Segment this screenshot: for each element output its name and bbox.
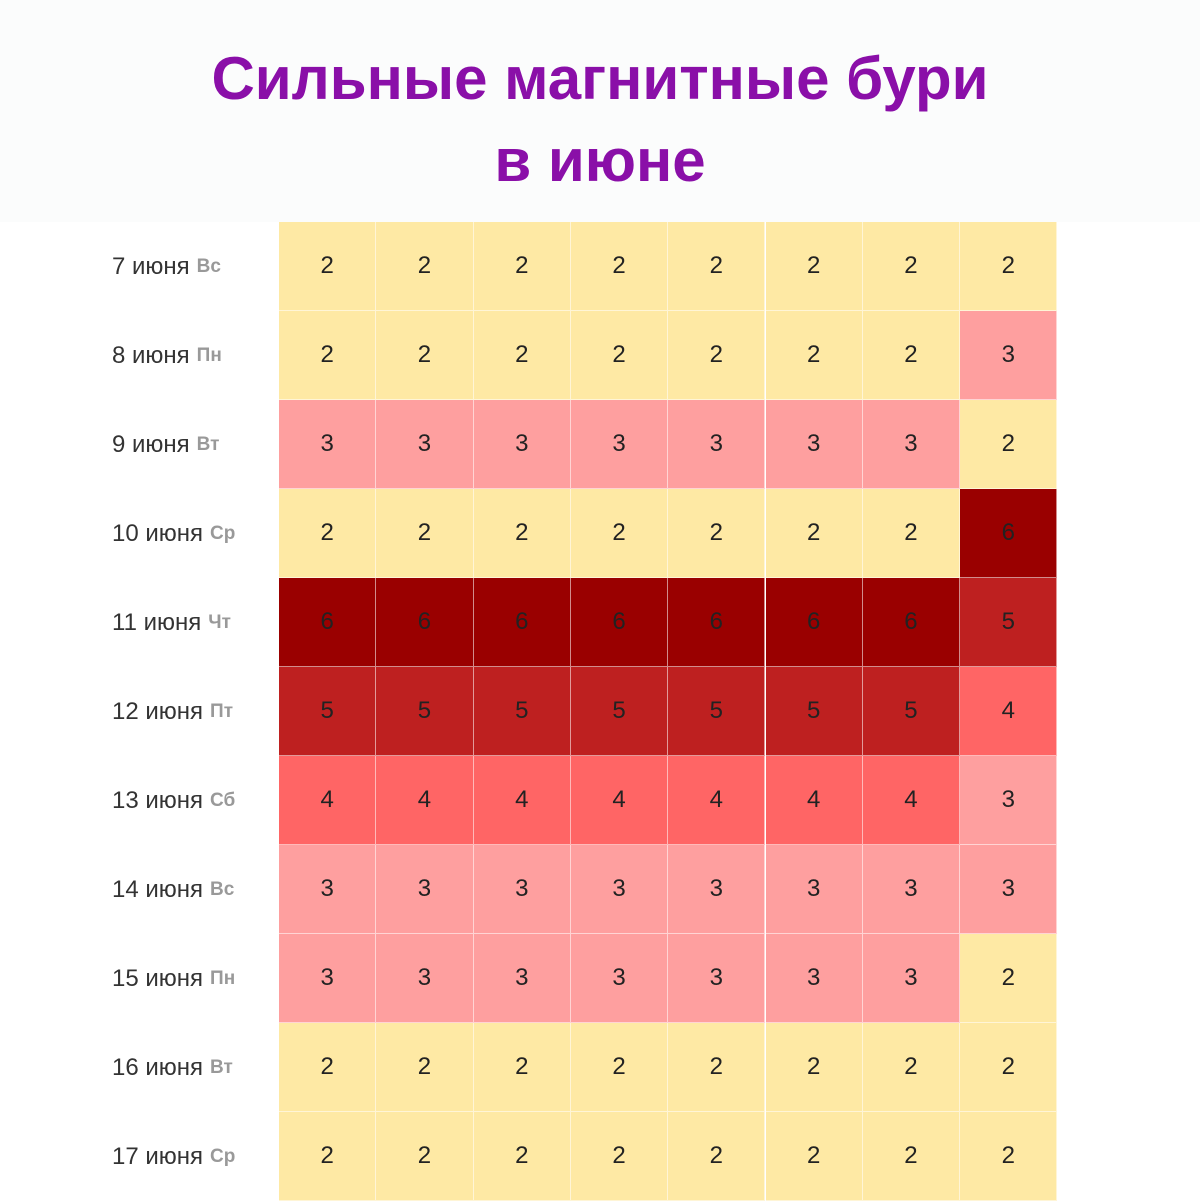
heatmap-cell: 3 — [279, 934, 376, 1023]
heatmap-cell: 2 — [474, 311, 571, 400]
heatmap-cell: 2 — [863, 1112, 960, 1201]
heatmap-cell: 6 — [766, 578, 863, 667]
heatmap-cell: 2 — [474, 1023, 571, 1112]
heatmap-cell: 2 — [474, 222, 571, 311]
heatmap-cell: 3 — [279, 845, 376, 934]
heatmap-cell: 2 — [376, 222, 473, 311]
row-date: 15 июня — [112, 964, 204, 992]
row-weekday: Вс — [210, 878, 235, 900]
heatmap-cell: 2 — [960, 222, 1057, 311]
heatmap-cell: 6 — [571, 578, 668, 667]
row-date: 16 июня — [112, 1053, 204, 1081]
heatmap-cell: 4 — [668, 756, 765, 845]
row-date: 10 июня — [112, 519, 204, 547]
row-label — [112, 311, 222, 400]
heatmap-cell: 5 — [571, 667, 668, 756]
heatmap-cell: 2 — [668, 489, 765, 578]
heatmap-cell: 5 — [668, 667, 765, 756]
heatmap-cell: 2 — [863, 1023, 960, 1112]
heatmap-cell: 3 — [376, 845, 473, 934]
heatmap-cell: 4 — [960, 667, 1057, 756]
row-label — [112, 578, 231, 667]
heatmap-cell: 2 — [766, 311, 863, 400]
row-date: 9 июня — [112, 430, 190, 458]
heatmap-cell: 2 — [766, 1023, 863, 1112]
heatmap-cell: 6 — [376, 578, 473, 667]
heatmap-cell: 3 — [376, 934, 473, 1023]
heatmap-cell: 2 — [474, 489, 571, 578]
heatmap-cell: 3 — [960, 311, 1057, 400]
heatmap-cell: 4 — [571, 756, 668, 845]
row-date: 12 июня — [112, 697, 204, 725]
heatmap-cell: 3 — [668, 934, 765, 1023]
row-label — [112, 667, 233, 756]
row-weekday: Пн — [210, 967, 236, 989]
heatmap-cell: 2 — [668, 1023, 765, 1112]
heatmap-cell: 2 — [766, 222, 863, 311]
heatmap-cell: 3 — [766, 845, 863, 934]
row-weekday: Вт — [196, 433, 220, 455]
row-date: 13 июня — [112, 786, 204, 814]
heatmap-cell: 2 — [668, 1112, 765, 1201]
heatmap-cell: 3 — [766, 400, 863, 489]
heatmap-cell: 4 — [863, 756, 960, 845]
heatmap-cell: 2 — [279, 311, 376, 400]
heatmap-cell: 3 — [863, 845, 960, 934]
heatmap-cell: 3 — [960, 756, 1057, 845]
heatmap-cell: 3 — [279, 400, 376, 489]
heatmap-cell: 6 — [474, 578, 571, 667]
heatmap-cell: 3 — [668, 400, 765, 489]
heatmap-cell: 2 — [668, 222, 765, 311]
heatmap-cell: 2 — [279, 222, 376, 311]
row-label — [112, 756, 235, 845]
heatmap-cell: 5 — [960, 578, 1057, 667]
row-date: 14 июня — [112, 875, 204, 903]
heatmap-cell: 3 — [474, 845, 571, 934]
row-weekday: Пн — [196, 344, 222, 366]
heatmap-cell: 2 — [960, 1023, 1057, 1112]
row-label — [112, 934, 235, 1023]
heatmap-cell: 2 — [960, 934, 1057, 1023]
page-title-line-1: Сильные магнитные бури — [211, 45, 989, 112]
row-weekday: Пт — [210, 700, 233, 722]
heatmap-cell: 2 — [571, 222, 668, 311]
heatmap-cell: 2 — [376, 1023, 473, 1112]
heatmap-cell: 3 — [474, 934, 571, 1023]
heatmap-cell: 3 — [376, 400, 473, 489]
heatmap-cell: 2 — [668, 311, 765, 400]
heatmap-cell: 2 — [863, 489, 960, 578]
row-weekday: Вс — [196, 255, 221, 277]
heatmap-cell: 2 — [571, 1023, 668, 1112]
heatmap-cell: 6 — [668, 578, 765, 667]
heatmap-cell: 6 — [863, 578, 960, 667]
heatmap-cell: 2 — [279, 489, 376, 578]
heatmap-cell: 2 — [571, 489, 668, 578]
heatmap-cell: 5 — [766, 667, 863, 756]
heatmap-cell: 2 — [863, 222, 960, 311]
heatmap-cell: 3 — [474, 400, 571, 489]
heatmap-cell: 3 — [960, 845, 1057, 934]
heatmap-cell: 3 — [571, 934, 668, 1023]
heatmap-cell: 2 — [766, 489, 863, 578]
heatmap-cell: 3 — [668, 845, 765, 934]
heatmap-cell: 2 — [766, 1112, 863, 1201]
heatmap-cell: 3 — [863, 400, 960, 489]
heatmap-cell: 3 — [766, 934, 863, 1023]
heatmap-cell: 3 — [863, 934, 960, 1023]
heatmap-cell: 6 — [279, 578, 376, 667]
row-label — [112, 1112, 235, 1201]
row-date: 17 июня — [112, 1142, 204, 1170]
heatmap-cell: 5 — [376, 667, 473, 756]
heatmap-cell: 2 — [863, 311, 960, 400]
row-label — [112, 222, 221, 311]
page-title-line-2: в июне — [494, 127, 706, 194]
row-label — [112, 1023, 233, 1112]
heatmap-cell: 2 — [960, 1112, 1057, 1201]
heatmap-cell: 5 — [474, 667, 571, 756]
heatmap-cell: 2 — [571, 311, 668, 400]
heatmap-cell: 5 — [279, 667, 376, 756]
row-weekday: Чт — [208, 611, 231, 633]
row-weekday: Сб — [210, 789, 236, 811]
heatmap-cell: 4 — [474, 756, 571, 845]
heatmap-cell: 2 — [376, 1112, 473, 1201]
row-label — [112, 845, 234, 934]
heatmap-cell: 4 — [766, 756, 863, 845]
heatmap-cell: 4 — [279, 756, 376, 845]
heatmap-cell: 2 — [376, 311, 473, 400]
heatmap-cell: 2 — [960, 400, 1057, 489]
row-date: 11 июня — [112, 608, 202, 636]
heatmap-cell: 2 — [279, 1023, 376, 1112]
row-date: 8 июня — [112, 341, 190, 369]
row-label — [112, 400, 219, 489]
row-weekday: Вт — [210, 1056, 233, 1078]
heatmap-cell: 2 — [279, 1112, 376, 1201]
heatmap-cell: 2 — [474, 1112, 571, 1201]
heatmap-cell: 5 — [863, 667, 960, 756]
heatmap-cell: 3 — [571, 400, 668, 489]
row-weekday: Ср — [210, 522, 236, 544]
row-date: 7 июня — [112, 252, 190, 280]
row-label — [112, 489, 235, 578]
row-weekday: Ср — [210, 1145, 236, 1167]
heatmap-cell: 3 — [571, 845, 668, 934]
heatmap-cell: 4 — [376, 756, 473, 845]
heatmap-cell: 2 — [376, 489, 473, 578]
heatmap-cell: 2 — [571, 1112, 668, 1201]
heatmap-cell: 6 — [960, 489, 1057, 578]
